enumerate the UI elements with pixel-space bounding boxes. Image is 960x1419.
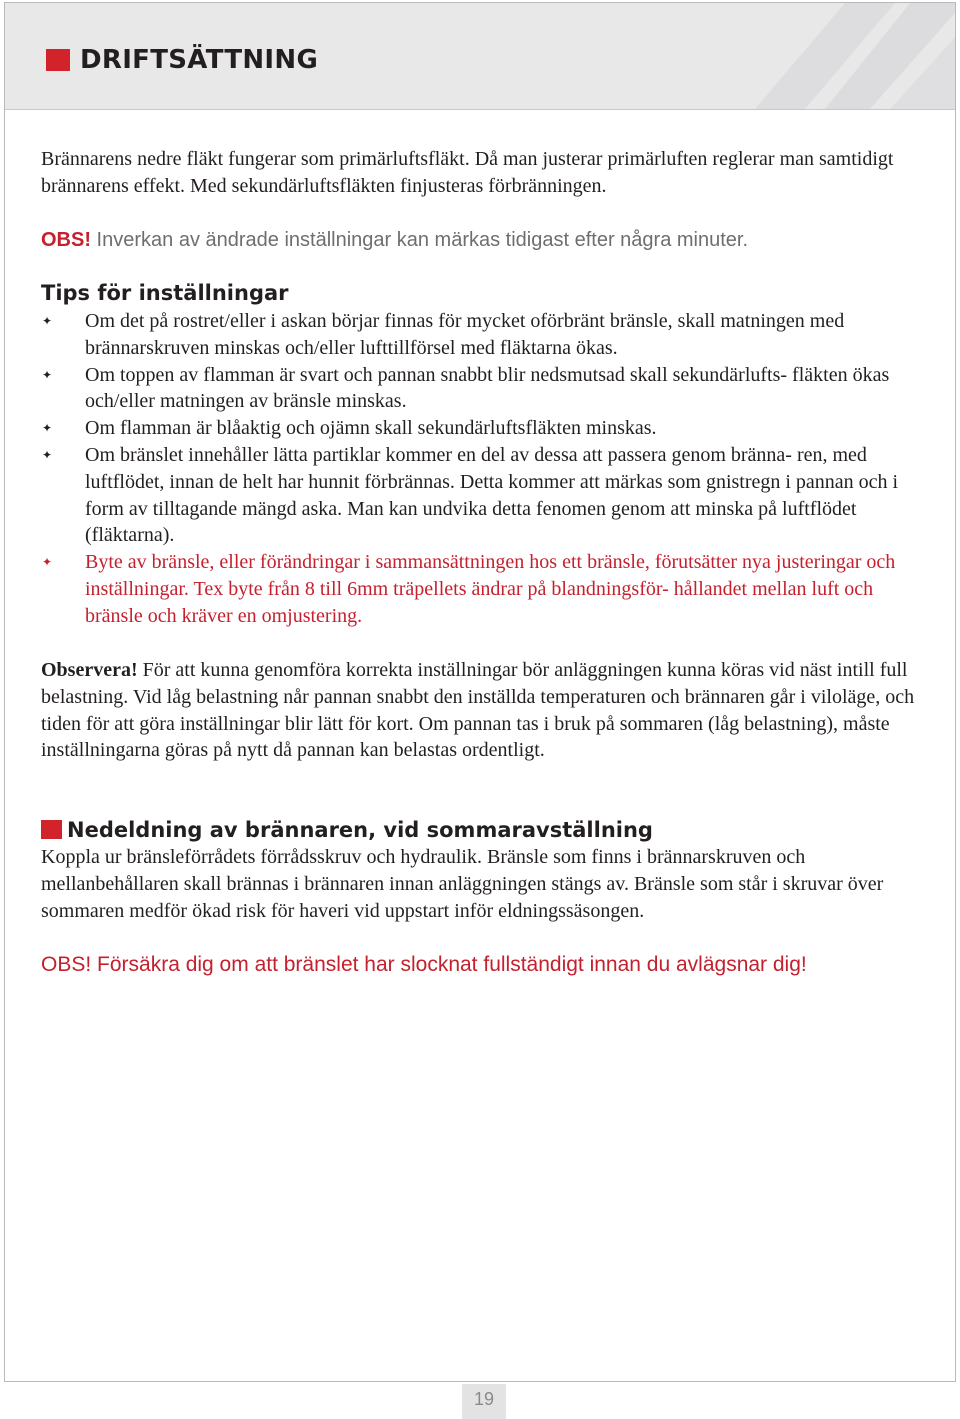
bullet-icon: ✦	[41, 555, 53, 570]
obs-label: OBS!	[41, 229, 91, 251]
list-item	[41, 442, 921, 549]
tip-text: Om toppen av flamman är svart och pannan snabbt blir nedsmutsad skall sekundärlufts- fläkten ökas och/eller matningen av bränsle minskas.	[85, 363, 890, 413]
list-item	[41, 308, 921, 362]
list-item	[41, 549, 921, 629]
tip-text: Om flamman är blåaktig och ojämn skall sekundärluftsfläkten minskas.	[85, 417, 657, 440]
header-decoration-icon	[695, 3, 955, 109]
shutdown-warning: OBS! Försäkra dig om att bränslet har slocknat fullständigt innan du avlägsnar dig!	[41, 953, 807, 976]
bullet-icon: ✦	[41, 367, 53, 382]
header-square-icon	[46, 49, 70, 71]
page-title: DRIFTSÄTTNING	[80, 45, 319, 75]
tips-heading: Tips för inställningar	[41, 281, 289, 305]
section-heading	[41, 816, 921, 844]
header-band	[5, 3, 955, 110]
observera-label: Observera!	[41, 659, 138, 681]
observera-paragraph	[41, 657, 921, 764]
list-item	[41, 415, 921, 442]
shutdown-paragraph: Koppla ur bränsleförrådets förrådsskruv och hydraulik. Bränsle som finns i brännarskruven och mellanbehållaren skall brännas i brännaren innan anläggningen stängs av. Bränsle som står i skruvar över sommaren medför ökad risk för haveri vid uppstart inför eldningssäsongen.	[41, 846, 884, 922]
tip-text: Om bränslet innehåller lätta partiklar kommer en del av dessa att passera genom bränna- ren, med luftflödet, innan de helt har hunnit förbrännas. Detta kommer att märkas som gnistregn i pannan och i form av tilltagande mängd aska. Man kan undvika detta fenomen genom att minska på luftflödet (fläktarna).	[85, 443, 899, 547]
obs-text: Inverkan av ändrade inställningar kan märkas tidigast efter några minuter.	[91, 229, 749, 251]
observera-text: För att kunna genomföra korrekta inställningar bör anläggningen kunna köras vid näst intill full belastning. Vid låg belastning når pannan snabbt den inställda temperaturen och brännaren går i viloläge, och tiden för att göra inställningar blir lätt för kort. Om pannan tas i bruk på sommaren (låg belastning), måste inställningarna göras på nytt då pannan kan belastas ordentligt.	[41, 659, 915, 762]
bullet-icon: ✦	[41, 421, 53, 436]
intro-paragraph: Brännarens nedre fläkt fungerar som primärluftsfläkt. Då man justerar primärluften reglerar man samtidigt brännarens effekt. Med sekundärluftsfläkten finjusteras förbränningen.	[41, 148, 894, 197]
section-title: Nedeldning av brännaren, vid sommaravställning	[67, 818, 653, 842]
bullet-icon: ✦	[41, 447, 53, 462]
page-number: 19	[462, 1384, 506, 1419]
list-item	[41, 362, 921, 416]
section-square-icon	[41, 820, 62, 839]
bullet-icon: ✦	[41, 314, 53, 328]
obs-note	[41, 227, 921, 253]
tip-text: Om det på rostret/eller i askan börjar finnas för mycket oförbränt bränsle, skall matningen med brännarskruven minskas och/eller lufttillförsel med fläktarna ökas.	[85, 310, 845, 359]
tips-list	[41, 308, 921, 630]
tip-text: Byte av bränsle, eller förändringar i sammansättningen hos ett bränsle, förutsätter nya justeringar och inställningar. Tex byte från 8 till 6mm träpellets ändrar på blandningsför- hållandet mellan luft och bränsle och kräver en omjustering.	[85, 551, 896, 627]
